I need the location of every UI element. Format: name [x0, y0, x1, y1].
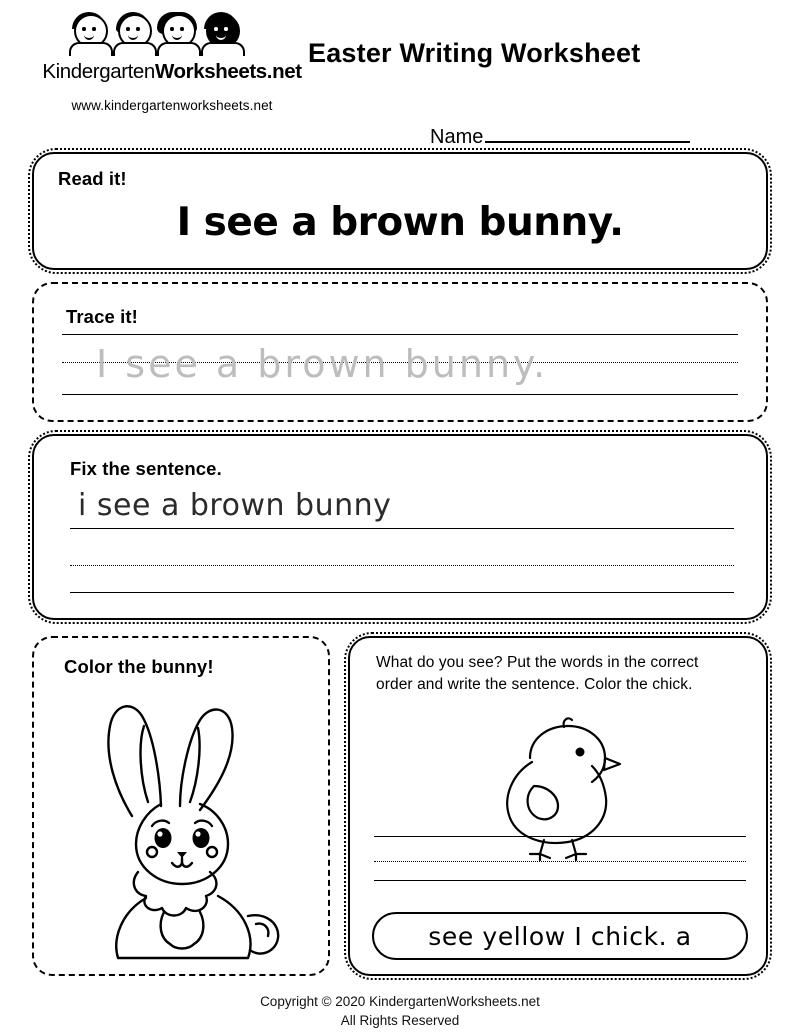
word-order-writing-lines[interactable] [374, 836, 746, 881]
rights-text: All Rights Reserved [340, 1013, 460, 1028]
page-footer [0, 992, 800, 1030]
word-bank-text: see yellow I chick. a [428, 921, 692, 951]
read-it-sentence: I see a brown bunny. [176, 200, 624, 245]
chick-line-3 [374, 880, 746, 881]
fix-line-3 [70, 592, 734, 593]
word-bank [372, 912, 748, 960]
logo-word-worksheets: Worksheets [154, 60, 267, 83]
site-logo[interactable] [42, 12, 302, 113]
name-label: Name [430, 126, 484, 148]
trace-line-bottom [62, 394, 738, 395]
logo-word-kindergarten: Kindergarten [42, 60, 155, 83]
kids-logo-icon [67, 12, 277, 56]
logo-wordmark [42, 60, 302, 84]
word-order-instructions: What do you see? Put the words in the correct order and write the sentence. Color the chick. [376, 654, 699, 693]
site-url[interactable]: www.kindergartenworksheets.net [71, 98, 273, 113]
name-field-row [430, 124, 690, 149]
page-title: Easter Writing Worksheet [308, 38, 641, 68]
bunny-icon [60, 686, 306, 962]
trace-it-section [32, 282, 768, 422]
page-header [0, 12, 800, 148]
color-bunny-label: Color the bunny! [64, 656, 214, 677]
trace-line-top [62, 334, 738, 335]
fix-sentence-section [32, 434, 768, 620]
color-bunny-section [32, 636, 330, 976]
trace-it-label: Trace it! [66, 306, 138, 327]
read-it-label: Read it! [58, 168, 127, 189]
copyright-text: Copyright © 2020 KindergartenWorksheets.net [260, 994, 540, 1009]
name-input-blank[interactable] [485, 124, 690, 143]
fix-sentence-writing-lines[interactable] [70, 528, 734, 593]
read-it-section [32, 152, 768, 270]
trace-it-text: I see a brown bunny. [96, 342, 549, 386]
fix-sentence-label: Fix the sentence. [70, 458, 222, 479]
word-order-section [348, 636, 768, 976]
fix-sentence-text: i see a brown bunny [78, 488, 392, 523]
trace-writing-lines[interactable] [62, 334, 738, 406]
logo-word-net: .net [266, 60, 302, 83]
